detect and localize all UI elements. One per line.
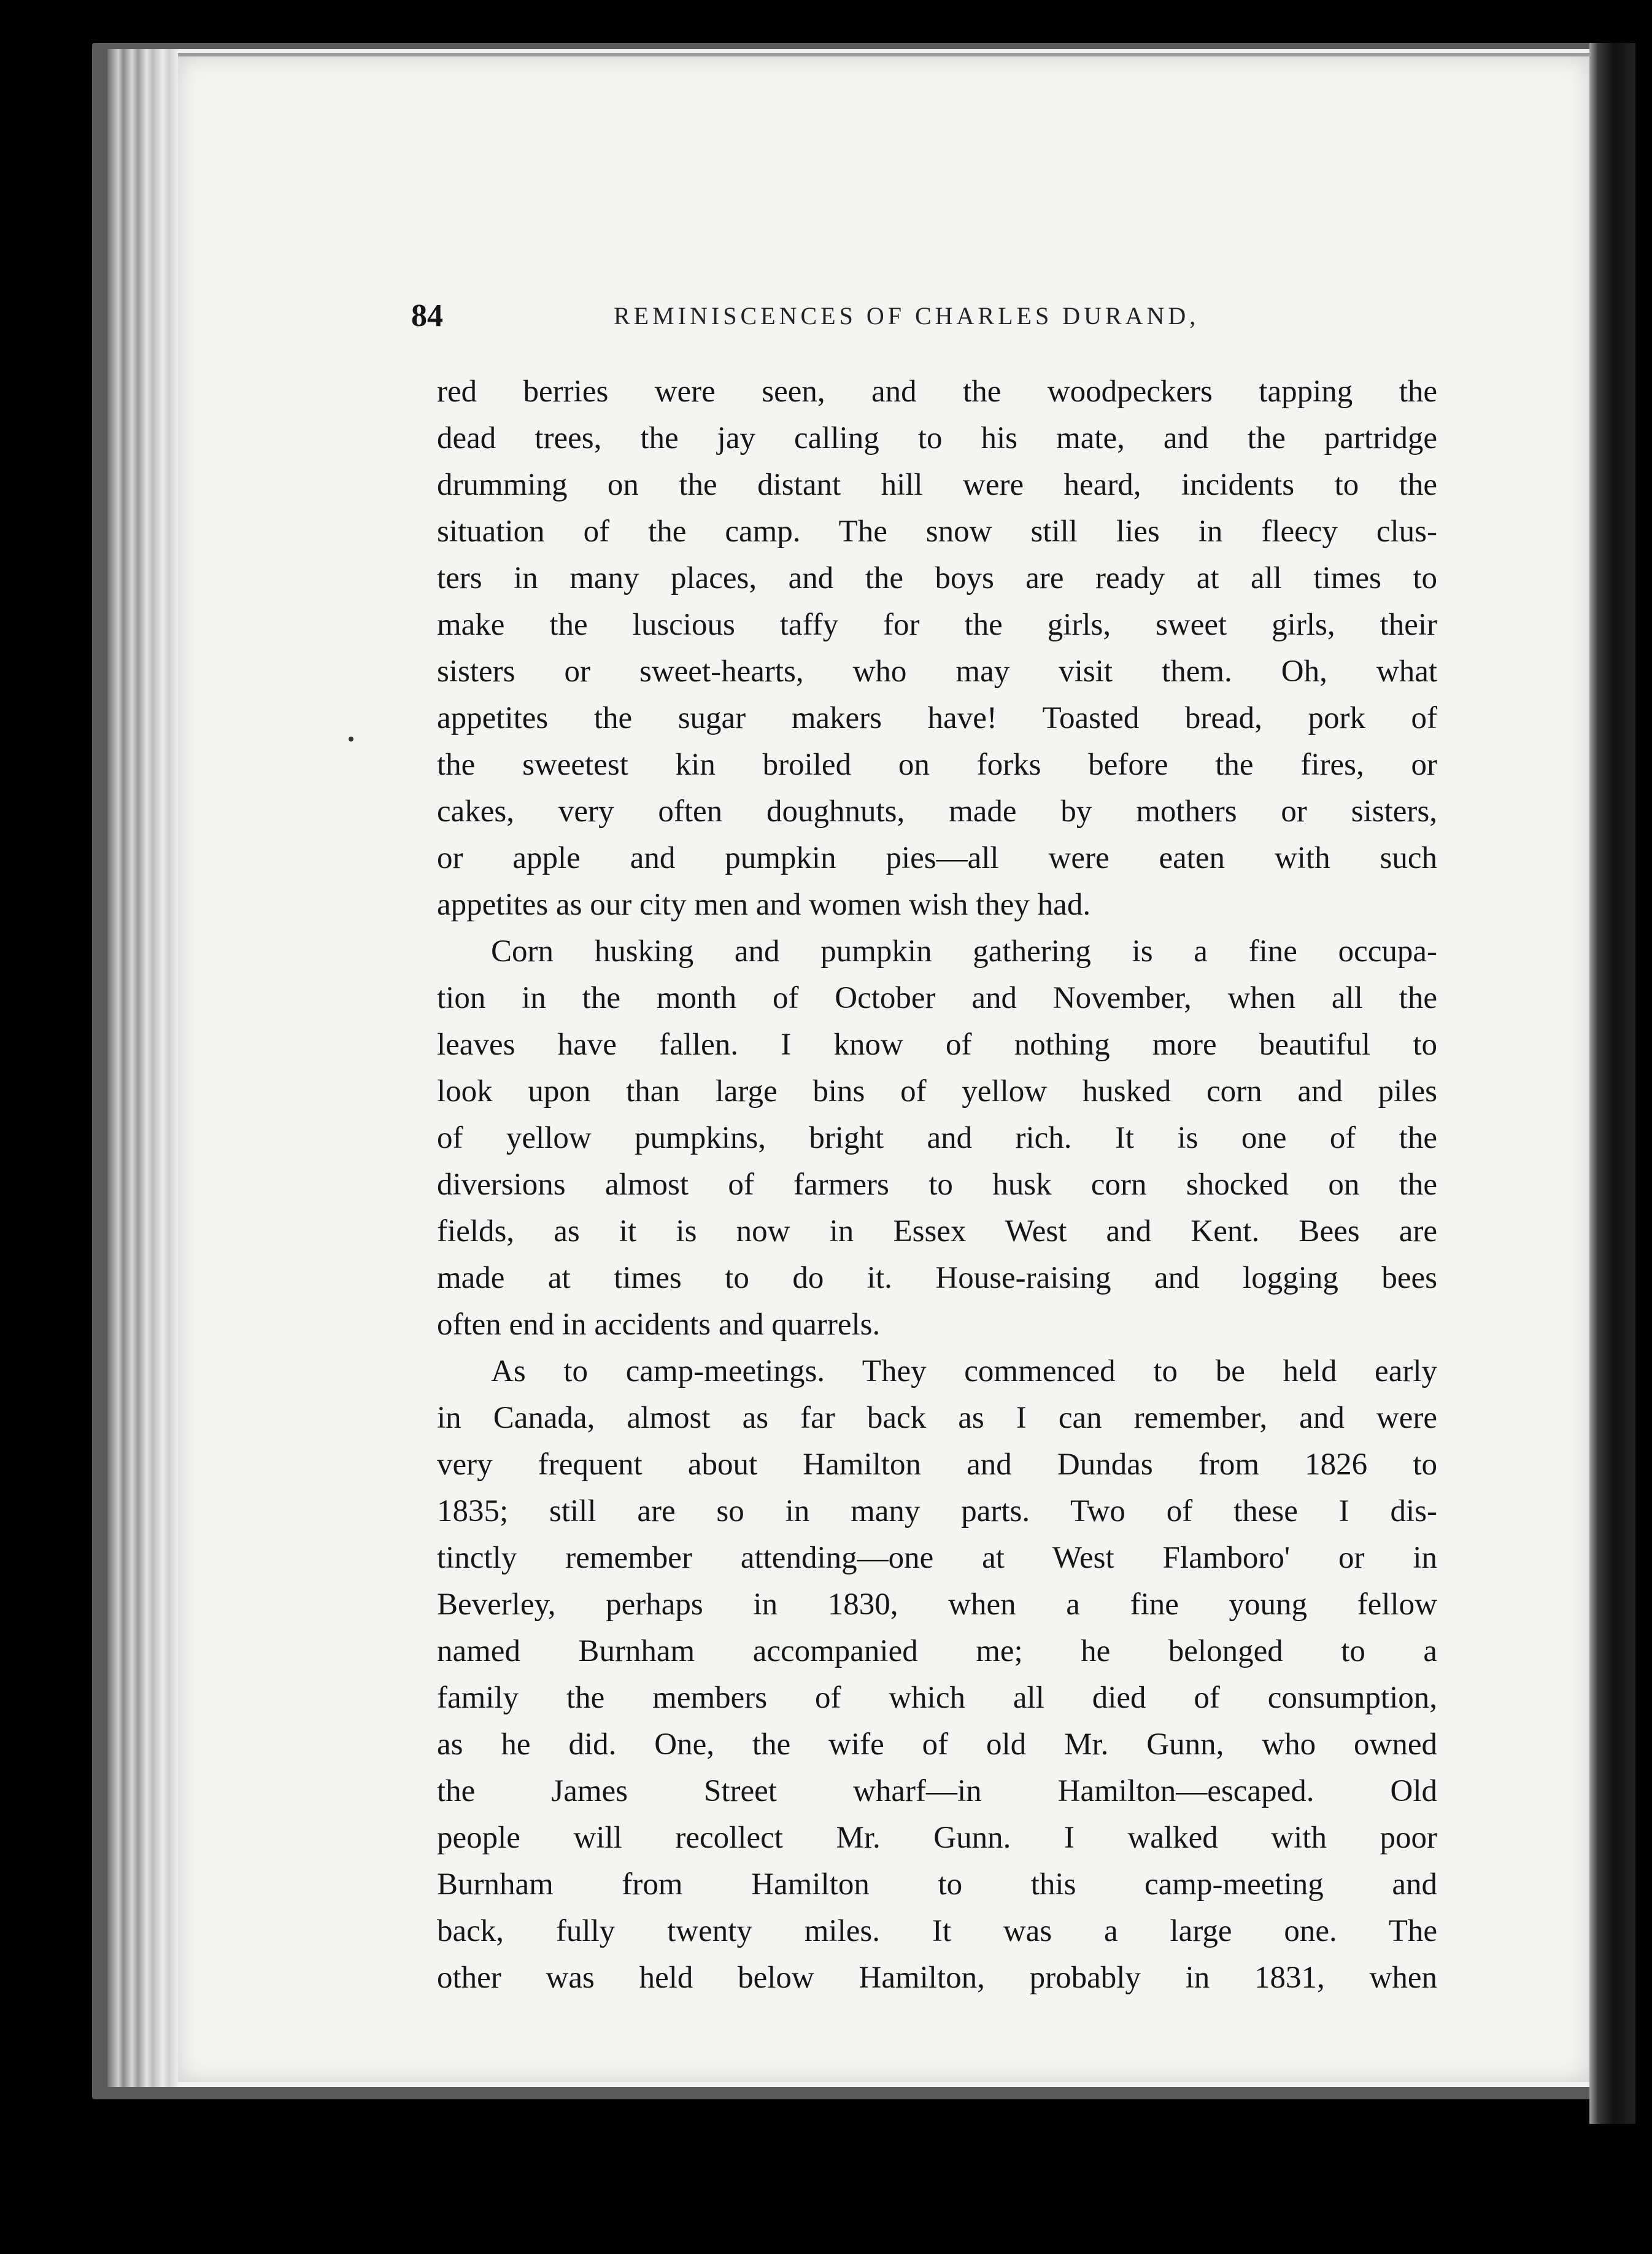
text-line: the sweetest kin broiled on forks before the fires, or: [437, 748, 1437, 782]
text-line: often end in accidents and quarrels.: [437, 1307, 881, 1342]
text-line: named Burnham accompanied me; he belonged to a: [437, 1634, 1437, 1668]
text-line: or apple and pumpkin pies—all were eaten with such: [437, 841, 1437, 875]
text-line: Beverley, perhaps in 1830, when a fine young fellow: [437, 1587, 1437, 1622]
text-line: As to camp-meetings. They commenced to be held early: [491, 1354, 1437, 1388]
text-line: leaves have fallen. I know of nothing more beautiful to: [437, 1028, 1437, 1062]
page-number: 84: [411, 298, 443, 333]
text-line: in Canada, almost as far back as I can remember, and were: [437, 1401, 1437, 1435]
text-line: cakes, very often doughnuts, made by mothers or sisters,: [437, 794, 1437, 829]
text-line: tinctly remember attending—one at West Flamboro' or in: [437, 1541, 1437, 1575]
text-line: look upon than large bins of yellow husked corn and piles: [437, 1074, 1437, 1109]
ink-speck: [349, 737, 353, 742]
text-line: sisters or sweet-hearts, who may visit them. Oh, what: [437, 654, 1437, 689]
text-line: situation of the camp. The snow still lies in fleecy clus-: [437, 514, 1437, 549]
text-line: diversions almost of farmers to husk corn shocked on the: [437, 1168, 1437, 1202]
text-line: red berries were seen, and the woodpeckers tapping the: [437, 374, 1437, 409]
text-line: ters in many places, and the boys are ready at all times to: [437, 561, 1437, 595]
text-line: Corn husking and pumpkin gathering is a fine occupa-: [491, 934, 1437, 969]
book-spine: [1589, 43, 1635, 2124]
text-line: drumming on the distant hill were heard, incidents to the: [437, 468, 1437, 502]
text-line: appetites the sugar makers have! Toasted bread, pork of: [437, 701, 1437, 735]
text-line: made at times to do it. House-raising and logging bees: [437, 1261, 1437, 1295]
text-line: back, fully twenty miles. It was a large one. The: [437, 1914, 1437, 1948]
text-line: tion in the month of October and November, when all the: [437, 981, 1437, 1015]
text-line: of yellow pumpkins, bright and rich. It is one of the: [437, 1121, 1437, 1155]
page-header: [411, 298, 1283, 341]
text-line: people will recollect Mr. Gunn. I walked with poor: [437, 1821, 1437, 1855]
text-line: dead trees, the jay calling to his mate, and the partridge: [437, 421, 1437, 455]
text-line: very frequent about Hamilton and Dundas from 1826 to: [437, 1447, 1437, 1482]
text-line: fields, as it is now in Essex West and Kent. Bees are: [437, 1214, 1437, 1249]
text-line: 1835; still are so in many parts. Two of these I dis-: [437, 1494, 1437, 1528]
text-line: the James Street wharf—in Hamilton—escaped. Old: [437, 1774, 1437, 1808]
running-head: REMINISCENCES OF CHARLES DURAND,: [614, 302, 1200, 330]
text-line: Burnham from Hamilton to this camp-meeting and: [437, 1867, 1437, 1902]
text-line: appetites as our city men and women wish they had.: [437, 888, 1091, 922]
text-line: other was held below Hamilton, probably in 1831, when: [437, 1961, 1437, 1995]
text-line: as he did. One, the wife of old Mr. Gunn, who owned: [437, 1727, 1437, 1762]
text-line: family the members of which all died of consumption,: [437, 1681, 1437, 1715]
text-line: make the luscious taffy for the girls, sweet girls, their: [437, 608, 1437, 642]
